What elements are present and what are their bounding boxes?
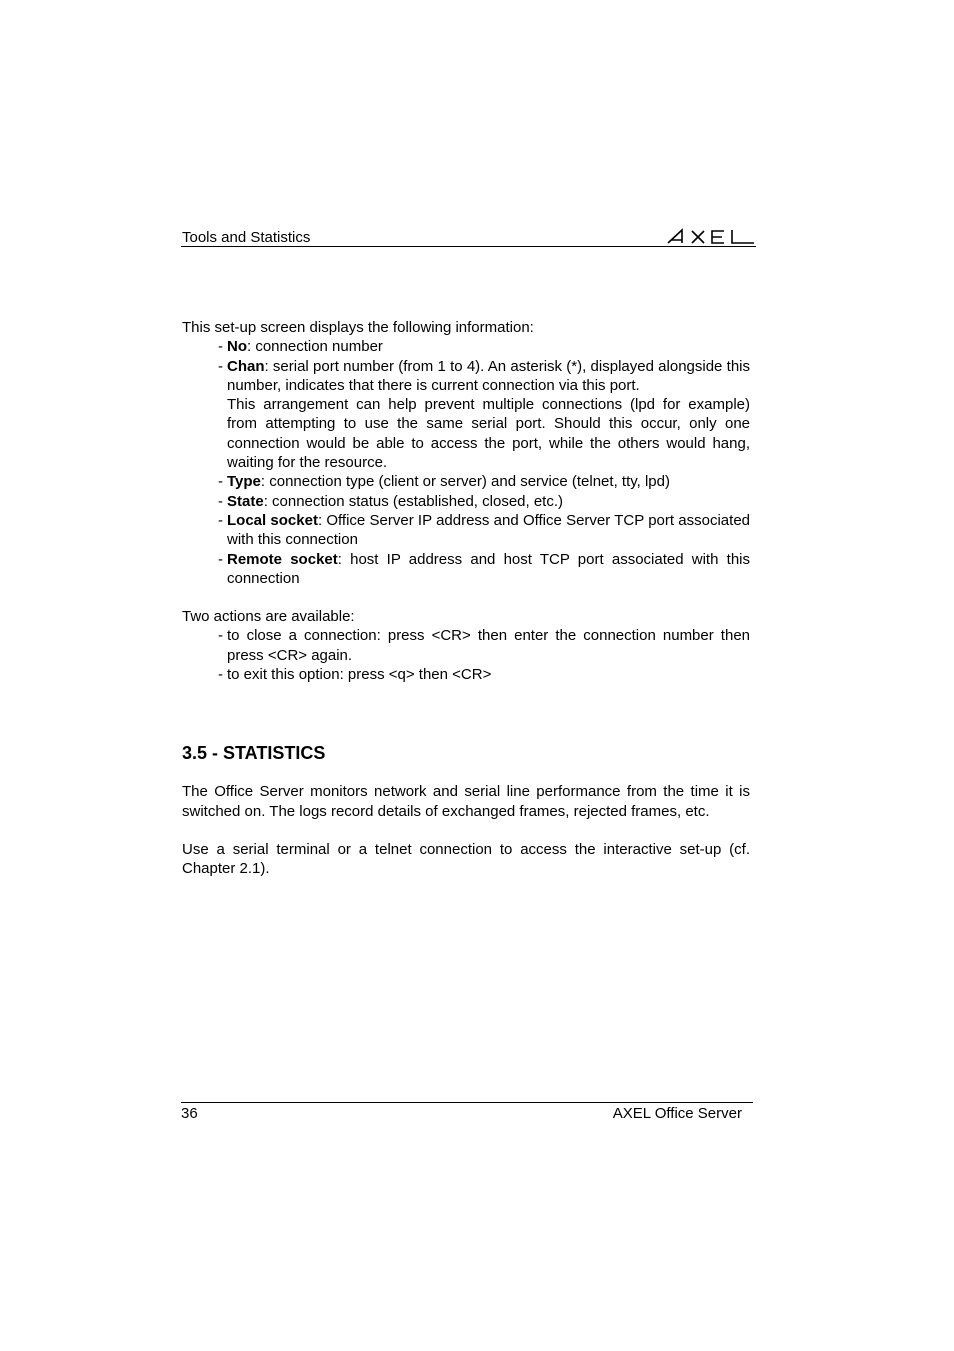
list-item: - No: connection number [218,337,750,356]
list-item: - to close a connection: press <CR> then enter the connection number then press <CR> again. [218,626,750,665]
list-item: - State: connection status (established, closed, etc.) [218,492,750,511]
statistics-paragraph: The Office Server monitors network and serial line performance from the time it is switched on. The logs record details of exchanged frames, rejected frames, etc. [182,783,750,820]
chan-extra-text: This arrangement can help prevent multiple connections (lpd for example) from attempting to use the same serial port. Should this occur, only one connection would be able to access the port, while the others would hang, waiting for the resource. [227,396,750,472]
page-footer [181,1102,753,1127]
list-item: - Remote socket: host IP address and host TCP port associated with this connection [218,550,750,589]
footer-product: AXEL Office Server [612,1105,742,1122]
page-header [181,226,756,247]
list-item: - to exit this option: press <q> then <CR> [218,665,750,684]
section-heading: 3.5 - STATISTICS [182,743,326,764]
axel-logo [666,226,756,246]
field-list [218,337,750,588]
access-paragraph: Use a serial terminal or a telnet connection to access the interactive set-up (cf. Chapter 2.1). [182,840,750,878]
actions-intro: Two actions are available: [182,608,355,626]
page-content [182,318,750,879]
header-title: Tools and Statistics [182,229,311,246]
page-number: 36 [181,1105,198,1122]
action-list [218,626,750,684]
list-item: - Chan: serial port number (from 1 to 4). An asterisk (*), displayed alongside this number, indicates that there is current connection via this port. This arrangement can help prevent multiple connections (lpd for example) from attempting to use the same serial port. Should this occur, only one connection would be able to access the port, while the others would hang, waiting for the resource. [218,357,750,473]
intro-text: This set-up screen displays the following information: [182,319,534,336]
list-item: - Local socket: Office Server IP address and Office Server TCP port associated with this connection [218,511,750,550]
list-item: - Type: connection type (client or server) and service (telnet, tty, lpd) [218,472,750,491]
